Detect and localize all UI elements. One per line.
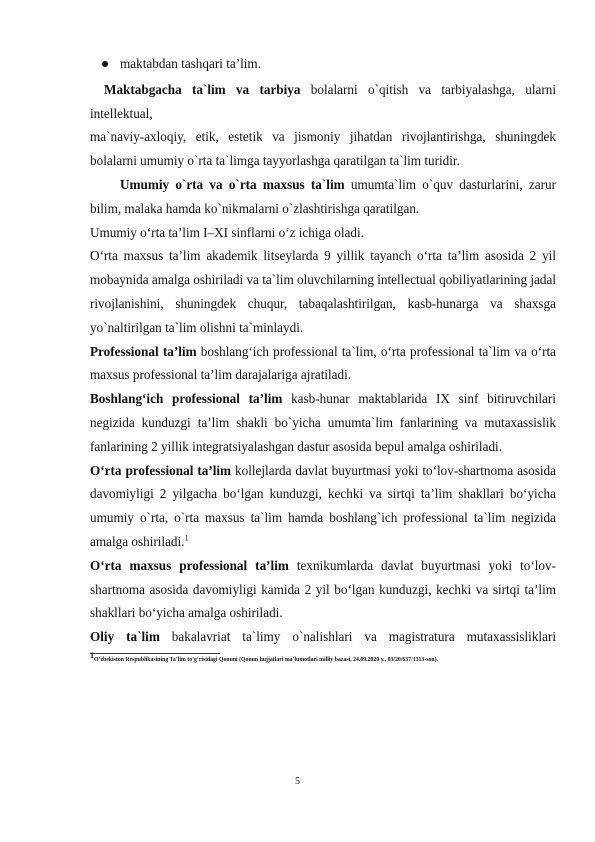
term-special-secondary-professional: O‘rta maxsus professional ta’lim xyxy=(90,557,289,573)
paragraph-preschool xyxy=(90,78,556,126)
paragraph-text: bakalavriat ta`limy o`nalishlari va magistratura mutaxassisliklari xyxy=(159,629,556,645)
term-secondary-professional: O‘rta professional ta’lim xyxy=(90,462,232,478)
paragraph-text: O‘rta maxsus ta’lim akademik litseylarda 9 yillik tayanch o‘rta ta’lim asosida 2 yil mobaynida amalga oshiriladi va ta`lim oluvchilarning intellectual qobiliyatlarining jadal rivojlanishini, shuningdek chuqur, tabaqalashtirilgan, kasb-hunarga va shaxsga yo`naltirilgan ta`lim olishni ta`minlaydi. xyxy=(90,248,556,335)
paragraph-special-secondary-professional xyxy=(90,554,556,625)
paragraph-general-secondary xyxy=(90,173,556,221)
paragraph-grades xyxy=(90,221,556,245)
paragraph-secondary-professional xyxy=(90,459,556,554)
term-higher: Oliy ta`lim xyxy=(90,629,160,645)
paragraph-special-secondary xyxy=(90,244,556,339)
paragraph-text: umumta`lim o`quv dasturlarini, zarur bilim, malaka hamda ko`nikmalarni o`zlashtirishga qaratilgan. xyxy=(90,176,556,216)
paragraph-higher xyxy=(90,625,556,649)
paragraph-text: kollejlarda davlat buyurtmasi yoki to‘lov-shartnoma asosida davomiyligi 2 yilgacha bo‘lgan kunduzgi, kechki va sirtqi ta’lim shakllari bo‘yicha umumiy o`rta, o`rta maxsus ta`lim hamda boshlang`ich professional ta`lim negizida amalga oshiriladi. xyxy=(90,462,556,549)
paragraph-preschool-cont xyxy=(90,125,556,173)
bullet-text: maktabdan tashqari ta’lim. xyxy=(120,56,261,71)
footnote-divider xyxy=(90,653,220,654)
footnote-text: O‘zbekiston Respublikasining Ta’lim to‘g‘risidagi Qonuni (Qonun hujjatlari ma’lumotlari milliy bazasi, 24.09.2020 y., 03/20/637/1313-son). xyxy=(94,656,438,663)
term-preschool: Maktabgacha ta`lim va tarbiya xyxy=(104,81,301,97)
paragraph-text: ma`naviy-axloqiy, etik, estetik va jismoniy jihatdan rivojlantirishga, shuningdek bolalarni umumiy o`rta ta`limga tayyorlashga qaratilgan ta`lim turidir. xyxy=(90,129,556,169)
paragraph-text: bolalarni o`qitish va tarbiyalashga, ularni intellektual, xyxy=(90,81,556,121)
list-item xyxy=(90,52,556,76)
paragraph-text: Umumiy o‘rta ta’lim I–XI sinflarni o‘z ichiga oladi. xyxy=(90,224,364,240)
term-professional: Professional ta’lim xyxy=(90,343,197,359)
footnote xyxy=(90,651,556,665)
term-general-secondary: Umumiy o`rta va o`rta maxsus ta`lim xyxy=(120,176,345,192)
paragraph-text: boshlang‘ich professional ta`lim, o‘rta professional ta`lim va o‘rta maxsus professional ta’lim darajalariga ajratiladi. xyxy=(90,343,557,383)
bullet-icon xyxy=(102,61,108,67)
footnote-ref: 1 xyxy=(184,533,189,543)
term-initial-professional: Boshlang‘ich professional ta’lim xyxy=(90,391,283,407)
document-page xyxy=(90,52,556,665)
paragraph-initial-professional xyxy=(90,387,556,458)
paragraph-text: kasb-hunar maktablarida IX sinf bitiruvchilari negizida kunduzgi ta’lim shakli bo`yicha umumta`lim fanlarining va mutaxassislik fanlarining 2 yillik integratsiyalashgan dastur asosida bepul amalga oshiriladi. xyxy=(90,391,556,454)
paragraph-text: texnikumlarda davlat buyurtmasi yoki to‘lov-shartnoma asosida davomiyligi kamida 2 yil bo‘lgan kunduzgi, kechki va sirtqi ta’lim shakllari bo‘yicha amalga oshiriladi. xyxy=(90,557,556,621)
footnote-marker: 1 xyxy=(90,651,94,660)
paragraph-professional xyxy=(90,340,556,388)
page-number: 5 xyxy=(295,776,300,787)
